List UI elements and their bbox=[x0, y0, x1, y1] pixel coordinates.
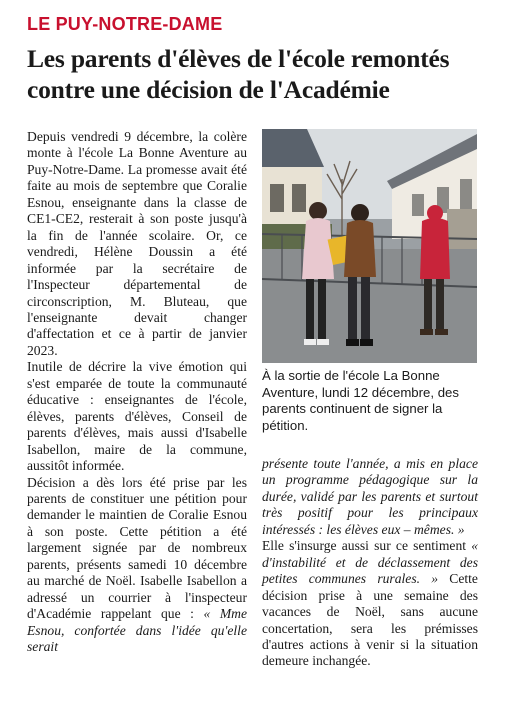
article-column-right bbox=[262, 456, 478, 670]
paragraph-text: Cette décision prise à une semaine des vacances de Noël, sans aucune concertation, sera les prémisses d'autres actions à venir si la situation demeure inchangée. bbox=[262, 571, 478, 669]
paragraph-text: Décision a dès lors été prise par les parents de constituer une pétition pour demander le maintien de Coralie Esnou à son poste. Cette pétition a été largement signée par de nombreux parents, présents samedi 10 décembre au marché de Noël. Isabelle Isabellon a adressé un courrier à l'inspecteur d'Académie rappelant que : bbox=[27, 474, 247, 622]
photo-caption: À la sortie de l'école La Bonne Aventure, lundi 12 décembre, des parents continuent de signer la pétition. bbox=[262, 368, 459, 433]
article-paragraph bbox=[27, 475, 247, 656]
quote-text: « Mme Esnou, confortée dans l'idée qu'elle serait bbox=[27, 606, 247, 655]
quote-text: présente toute l'année, a mis en place un programme pédagogique sur la durée, validé par les parents et surtout très positif pour les principaux intéressés : les élèves eux – mêmes. » bbox=[262, 456, 478, 537]
paragraph-text: Elle s'insurge aussi sur ce sentiment bbox=[262, 538, 467, 554]
quote-text: « d'instabilité et de déclassement des petites communes rurales. » bbox=[262, 538, 478, 587]
article-column-left bbox=[27, 129, 247, 656]
article-headline: Les parents d'élèves de l'école remontés contre une décision de l'Académie bbox=[27, 44, 450, 104]
article-paragraph bbox=[262, 538, 478, 670]
article-paragraph bbox=[262, 456, 478, 538]
article-photo bbox=[262, 129, 477, 363]
article-paragraph: Depuis vendredi 9 décembre, la colère monte à l'école La Bonne Aventure au Puy-Notre-Dame. La promesse avait été faite au mois de septembre que Coralie Esnou, enseignante dans la classe de CE1-CE2, resterait à son poste jusqu'à la fin de l'année scolaire. Or, ce vendredi, Hélène Doussin a été informée par la secrétaire de l'Inspecteur départemental de circonscription, M. Bluteau, que l'enseignante devait changer d'affectation et ce à partir de janvier 2023. bbox=[27, 129, 247, 358]
article-paragraph: Inutile de décrire la vive émotion qui s'est emparée de toute la communauté éducative : enseignantes de l'école, élèves, parents d'élèves, Conseil de parents d'élèves, mais aussi d'Isabelle Isabellon, maire de la commune, aussitôt informée. bbox=[27, 359, 247, 474]
section-kicker: LE PUY-NOTRE-DAME bbox=[27, 14, 223, 34]
